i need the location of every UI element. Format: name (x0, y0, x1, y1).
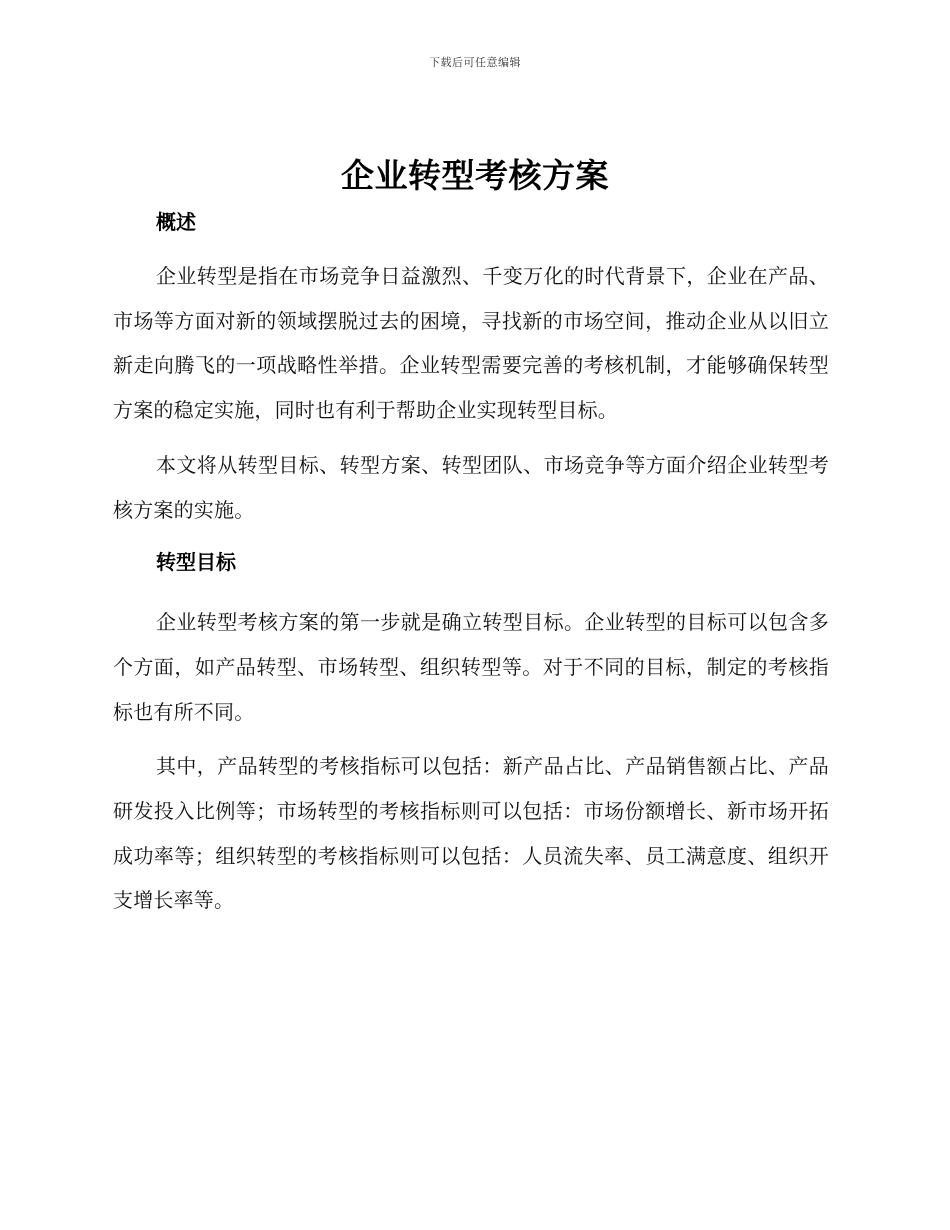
section-heading-overview: 概述 (156, 210, 196, 234)
paragraph: 企业转型是指在市场竞争日益激烈、千变万化的时代背景下，企业在产品、市场等方面对新的领域摆脱过去的困境，寻找新的市场空间，推动企业从以旧立新走向腾飞的一项战略性举措。企业转型需要完善的考核机制，才能够确保转型方案的稳定实施，同时也有利于帮助企业实现转型目标。 (113, 264, 829, 423)
paragraph: 企业转型考核方案的第一步就是确立转型目标。企业转型的目标可以包含多个方面，如产品转型、市场转型、组织转型等。对于不同的目标，制定的考核指标也有所不同。 (113, 610, 829, 724)
section-heading-transformation-goals: 转型目标 (156, 550, 236, 575)
paragraph: 其中，产品转型的考核指标可以包括：新产品占比、产品销售额占比、产品研发投入比例等；市场转型的考核指标则可以包括：市场份额增长、新市场开拓成功率等；组织转型的考核指标则可以包括：人员流失率、员工满意度、组织开支增长率等。 (113, 754, 829, 913)
document-body (113, 202, 829, 923)
document-title: 企业转型考核方案 (341, 156, 609, 195)
page-header-note: 下载后可任意编辑 (429, 56, 521, 69)
paragraph: 本文将从转型目标、转型方案、转型团队、市场竞争等方面介绍企业转型考核方案的实施。 (113, 452, 829, 522)
